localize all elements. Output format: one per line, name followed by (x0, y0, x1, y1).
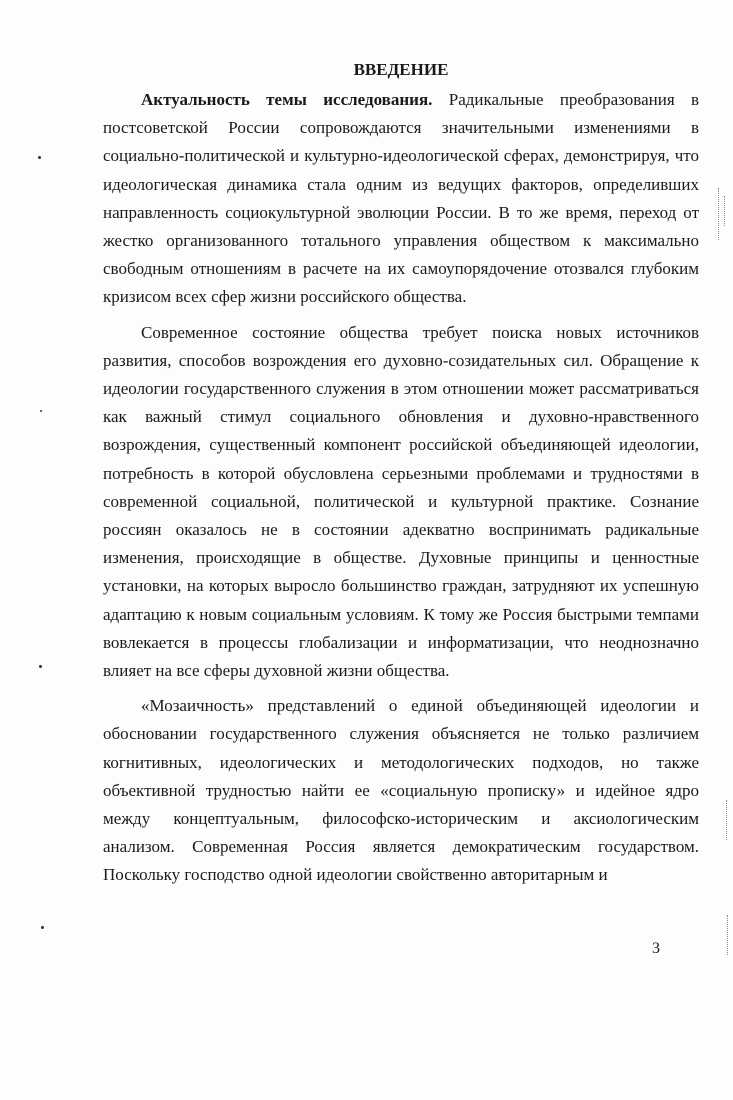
scan-speck (41, 926, 44, 929)
paragraph-text: Радикальные преобразования в постсоветской России сопровождаются значительными изменениями в социально-политической и культурно-идеологической сферах, демонстрируя, что идеологическая динамика стала одним из ведущих факторов, определивших направленность социокультурной эволюции России. В то же время, переход от жестко организованного тотального управления обществом к максимально свободным отношениям в расчете на их самоупорядочение отозвался глубоким кризисом всех сфер жизни российского общества. (103, 90, 700, 307)
section-heading: ВВЕДЕНИЕ (353, 60, 449, 79)
scan-speck (39, 665, 42, 668)
paragraph-lead: Актуальность темы исследования. (141, 90, 433, 109)
scan-mark (724, 196, 725, 226)
page-number: 3 (652, 940, 660, 957)
scan-mark (727, 915, 728, 955)
scan-mark (718, 188, 719, 240)
scan-mark (726, 800, 727, 840)
paragraph-relevance (103, 86, 699, 312)
document-body (103, 56, 699, 897)
scan-speck (40, 410, 42, 412)
paragraph-mosaic: «Мозаичность» представлений о единой объединяющей идеологии и обосновании государственного служения объясняется не только различием когнитивных, идеологических и методологических подходов, но также объективной трудностью найти ее «социальную прописку» и идейное ядро между концептуальным, философско-историческим и аксиологическим анализом. Современная Россия является демократическим государством. Поскольку господство одной идеологии свойственно авторитарным и (103, 696, 699, 885)
scan-speck (38, 156, 41, 159)
paragraph-current-state: Современное состояние общества требует поиска новых источников развития, способов возрождения его духовно-созидательных сил. Обращение к идеологии государственного служения в этом отношении может рассматриваться как важный стимул социального обновления и духовно-нравственного возрождения, существенный компонент российской объединяющей идеологии, потребность в которой обусловлена серьезными проблемами и трудностями в современной социальной, политической и культурной практике. Сознание россиян оказалось не в состоянии адекватно воспринимать радикальные изменения, происходящие в обществе. Духовные принципы и ценностные установки, на которых выросло большинство граждан, затрудняют их успешную адаптацию к новым социальным условиям. К тому же Россия быстрыми темпами вовлекается в процессы глобализации и информатизации, что неоднозначно влияет на все сферы духовной жизни общества. (103, 322, 699, 681)
